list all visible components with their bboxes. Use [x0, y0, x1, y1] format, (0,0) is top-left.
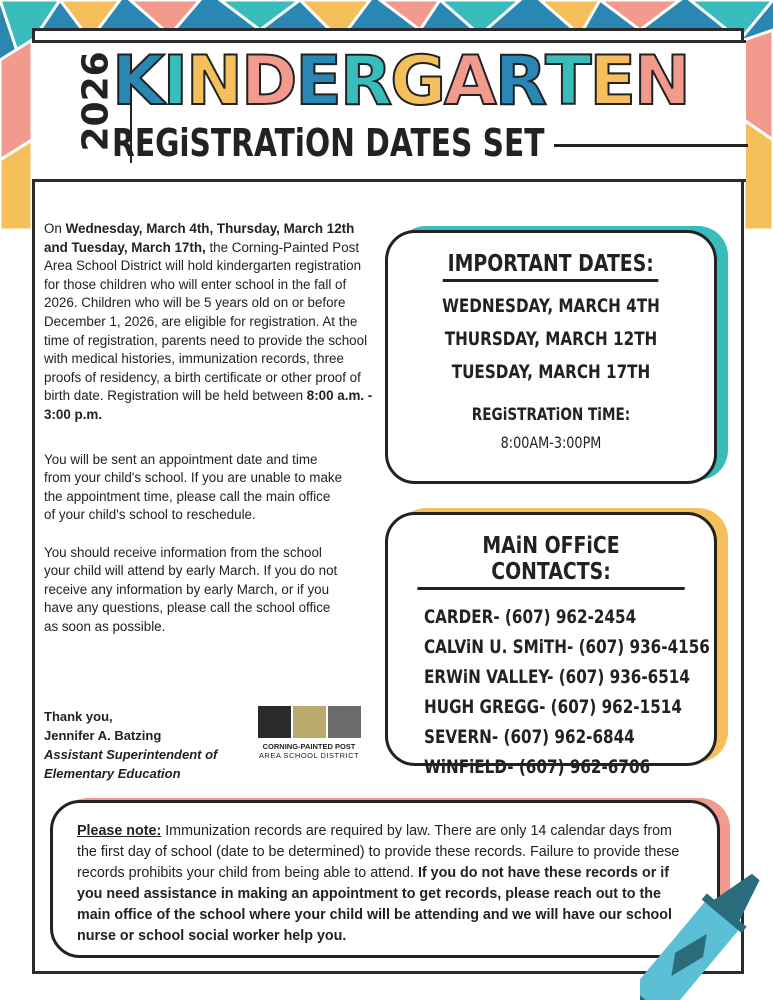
logo-line2: AREA SCHOOL DISTRICT	[258, 751, 360, 760]
time-label: REGiSTRATiON TiME:	[471, 405, 631, 425]
contacts-title: MAiN OFFiCE CONTACTS:	[417, 533, 684, 590]
title-letter: E	[589, 42, 634, 121]
subtitle: REGiSTRATiON DATES SET	[112, 121, 545, 165]
contact-item: CARDER- (607) 962-2454	[424, 606, 637, 628]
signature-thanks: Thank you,	[44, 709, 113, 724]
crayon-icon	[640, 840, 773, 1000]
title-letter: I	[162, 42, 187, 121]
paragraph-registration	[44, 220, 374, 425]
date-item: WEDNESDAY, MARCH 4TH	[442, 295, 660, 317]
logo-line1: CORNING-PAINTED POST	[262, 742, 356, 751]
title-letter: T	[545, 42, 590, 121]
paragraph-information: You should receive information from the school your child will attend by early March. If you do not receive any information by early March, or if you have any questions, please call the school office as soon as possible.	[44, 544, 338, 634]
bold-dates: Wednesday, March 4th, Thursday, March 12th and Tuesday, March 17th,	[44, 221, 355, 255]
contact-item: WiNFiELD- (607) 962-6706	[424, 756, 651, 778]
note-bold-text: If you do not have these records or if you need assistance in making an appointment to get records, please reach out to the main office of the school where your child will be attending and we will have our school nurse or school social worker help you.	[77, 865, 672, 944]
header-banner	[32, 40, 746, 182]
important-dates-box	[385, 230, 717, 484]
contact-item: SEVERN- (607) 962-6844	[424, 726, 635, 748]
time-value: 8:00AM-3:00PM	[500, 433, 602, 452]
subtitle-rule	[554, 144, 748, 147]
date-item: THURSDAY, MARCH 12TH	[444, 328, 658, 350]
signature-title: Assistant Superintendent of Elementary Education	[44, 747, 218, 781]
district-logo	[254, 706, 364, 760]
title-letter: D	[240, 42, 296, 121]
note-text: Immunization records are required by law. There are only 14 calendar days from the first day of school (date to be determined) to provide these records. Failure to provide these records prohibits your child from being able to attend.	[77, 823, 680, 881]
title-letter: G	[390, 42, 445, 121]
contact-item: CALViN U. SMiTH- (607) 936-4156	[424, 636, 710, 658]
signature-name: Jennifer A. Batzing	[44, 728, 162, 743]
signature	[44, 707, 244, 783]
contact-item: HUGH GREGG- (607) 962-1514	[424, 696, 682, 718]
text: On	[44, 221, 66, 236]
text: the Corning-Painted Post Area School District will hold kindergarten registration for those children who will enter school in the fall of 2026. Children who will be 5 years old on or before December 1, 2026, are eligible for registration. At the time of registration, parents need to provide the school with medical histories, immunization records, three proofs of residency, a birth certificate or other proof of birth date. Registration will be held between	[44, 239, 368, 404]
kindergarten-title	[112, 42, 689, 121]
title-letter: K	[112, 42, 163, 121]
title-letter: R	[339, 42, 391, 121]
bold-time: 8:00 a.m. - 3:00 p.m.	[44, 388, 373, 422]
year-label: 2026	[75, 51, 117, 152]
dates-title: IMPORTANT DATES:	[443, 251, 659, 282]
body-text	[44, 220, 374, 655]
paragraph-appointment: You will be sent an appointment date and time from your child's school. If you are unable to make the appointment time, please call the main office of your child's school to reschedule.	[44, 451, 343, 523]
title-letter: N	[633, 42, 689, 121]
title-letter: N	[186, 42, 241, 121]
contact-item: ERWiN VALLEY- (607) 936-6514	[424, 666, 690, 688]
main-office-contacts-box	[385, 512, 717, 778]
date-item: TUESDAY, MARCH 17TH	[451, 361, 651, 383]
please-note-box	[50, 800, 720, 958]
title-letter: R	[494, 42, 546, 121]
note-label: Please note:	[77, 823, 162, 839]
title-letter: A	[444, 42, 495, 121]
title-letter: E	[295, 42, 340, 121]
